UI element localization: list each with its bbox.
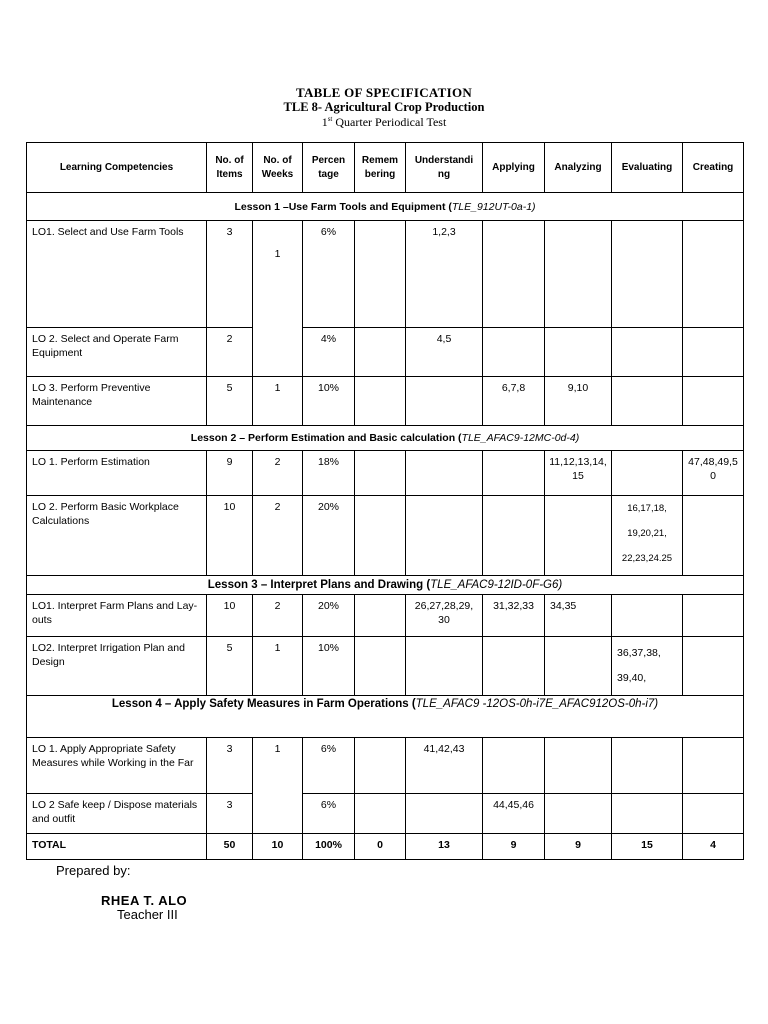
col-remembering: Remem bering bbox=[355, 143, 406, 193]
col-creating: Creating bbox=[683, 143, 744, 193]
weeks-cell: 1 bbox=[253, 377, 303, 426]
lesson-1-header bbox=[27, 193, 744, 221]
competency-cell: LO1. Select and Use Farm Tools bbox=[27, 221, 207, 328]
quarter-text: Quarter Periodical Test bbox=[332, 115, 447, 129]
analyzing-cell: 34,35 bbox=[545, 595, 612, 637]
remembering-cell bbox=[355, 637, 406, 696]
understanding-cell bbox=[406, 377, 483, 426]
creating-cell bbox=[683, 496, 744, 576]
evaluating-cell bbox=[612, 377, 683, 426]
table-row bbox=[27, 451, 744, 496]
percentage-cell: 10% bbox=[303, 377, 355, 426]
analyzing-cell bbox=[545, 738, 612, 794]
col-analyzing: Analyzing bbox=[545, 143, 612, 193]
items-cell: 10 bbox=[207, 595, 253, 637]
header-row bbox=[27, 143, 744, 193]
creating-cell bbox=[683, 595, 744, 637]
understanding-cell bbox=[406, 496, 483, 576]
quarter-number: 1 bbox=[321, 115, 328, 129]
items-cell: 5 bbox=[207, 637, 253, 696]
understanding-cell bbox=[406, 451, 483, 496]
remembering-cell bbox=[355, 328, 406, 377]
table-row bbox=[27, 794, 744, 834]
applying-cell bbox=[483, 738, 545, 794]
lesson-title: Lesson 4 – Apply Safety Measures in Farm Operations ( bbox=[111, 698, 416, 710]
evaluating-cell bbox=[612, 595, 683, 637]
percentage-cell: 18% bbox=[303, 451, 355, 496]
quarter-suffix: st bbox=[327, 115, 333, 123]
applying-cell bbox=[483, 221, 545, 328]
evaluating-cell bbox=[612, 794, 683, 834]
analyzing-cell bbox=[545, 221, 612, 328]
weeks-cell: 1 bbox=[253, 637, 303, 696]
lesson-4-header bbox=[27, 696, 744, 738]
items-cell: 10 bbox=[207, 496, 253, 576]
percentage-cell: 20% bbox=[303, 496, 355, 576]
total-row bbox=[27, 834, 744, 860]
total-items: 50 bbox=[207, 834, 253, 860]
competency-cell: LO 1. Apply Appropriate Safety Measures while Working in the Far bbox=[27, 738, 207, 794]
weeks-cell: 1 bbox=[253, 738, 303, 834]
analyzing-cell bbox=[545, 496, 612, 576]
evaluating-cell: 36,37,38, 39,40, bbox=[612, 637, 683, 696]
lesson-2-header bbox=[27, 426, 744, 451]
remembering-cell bbox=[355, 496, 406, 576]
competency-cell: LO 2 Safe keep / Dispose materials and outfit bbox=[27, 794, 207, 834]
lesson-title: Lesson 3 – Interpret Plans and Drawing ( bbox=[207, 579, 431, 591]
understanding-cell: 1,2,3 bbox=[406, 221, 483, 328]
percentage-cell: 6% bbox=[303, 221, 355, 328]
total-understanding: 13 bbox=[406, 834, 483, 860]
creating-cell bbox=[683, 221, 744, 328]
percentage-cell: 10% bbox=[303, 637, 355, 696]
creating-cell bbox=[683, 794, 744, 834]
col-percentage: Percen tage bbox=[303, 143, 355, 193]
lesson-3-header bbox=[27, 576, 744, 595]
remembering-cell bbox=[355, 794, 406, 834]
competency-cell: LO1. Interpret Farm Plans and Lay-outs bbox=[27, 595, 207, 637]
remembering-cell bbox=[355, 738, 406, 794]
weeks-value: 1 bbox=[274, 248, 281, 260]
table-row bbox=[27, 221, 744, 328]
remembering-cell bbox=[355, 595, 406, 637]
creating-cell bbox=[683, 328, 744, 377]
lesson-code: TLE_AFAC9-12ID-0F-G6) bbox=[430, 579, 563, 591]
evaluating-cell: 16,17,18, 19,20,21, 22,23,24.25 bbox=[612, 496, 683, 576]
specification-table bbox=[26, 142, 744, 860]
total-percentage: 100% bbox=[303, 834, 355, 860]
col-no-of-weeks: No. of Weeks bbox=[253, 143, 303, 193]
applying-cell: 6,7,8 bbox=[483, 377, 545, 426]
competency-cell: LO 3. Perform Preventive Maintenance bbox=[27, 377, 207, 426]
understanding-cell: 4,5 bbox=[406, 328, 483, 377]
col-applying: Applying bbox=[483, 143, 545, 193]
col-understanding: Understandi ng bbox=[406, 143, 483, 193]
table-row bbox=[27, 637, 744, 696]
understanding-cell: 41,42,43 bbox=[406, 738, 483, 794]
weeks-cell: 2 bbox=[253, 496, 303, 576]
items-cell: 3 bbox=[207, 794, 253, 834]
applying-cell: 31,32,33 bbox=[483, 595, 545, 637]
total-label: TOTAL bbox=[27, 834, 207, 860]
table-row bbox=[27, 496, 744, 576]
applying-cell bbox=[483, 637, 545, 696]
percentage-cell: 6% bbox=[303, 738, 355, 794]
lesson-code: TLE_AFAC9 -12OS-0h-i7E_AFAC912OS-0h-i7) bbox=[415, 698, 659, 710]
items-cell: 3 bbox=[207, 221, 253, 328]
evaluating-cell bbox=[612, 451, 683, 496]
lesson-title: Lesson 1 –Use Farm Tools and Equipment ( bbox=[234, 200, 452, 213]
weeks-cell bbox=[253, 221, 303, 377]
lesson-code: TLE_912UT-0a-1) bbox=[451, 200, 536, 213]
weeks-cell: 2 bbox=[253, 595, 303, 637]
applying-cell: 44,45,46 bbox=[483, 794, 545, 834]
table-row bbox=[27, 377, 744, 426]
preparer-position: Teacher III bbox=[117, 907, 178, 922]
creating-cell: 47,48,49,50 bbox=[683, 451, 744, 496]
lesson-code: TLE_AFAC9-12MC-0d-4) bbox=[461, 432, 580, 444]
table-row bbox=[27, 328, 744, 377]
col-no-of-items: No. of Items bbox=[207, 143, 253, 193]
preparer-name: RHEA T. ALO bbox=[101, 893, 188, 908]
table-row bbox=[27, 738, 744, 794]
remembering-cell bbox=[355, 221, 406, 328]
evaluating-cell bbox=[612, 328, 683, 377]
total-analyzing: 9 bbox=[545, 834, 612, 860]
analyzing-cell: 11,12,13,14,15 bbox=[545, 451, 612, 496]
lesson-title: Lesson 2 – Perform Estimation and Basic calculation ( bbox=[190, 432, 462, 444]
applying-cell bbox=[483, 451, 545, 496]
understanding-cell bbox=[406, 794, 483, 834]
total-weeks: 10 bbox=[253, 834, 303, 860]
creating-cell bbox=[683, 738, 744, 794]
competency-cell: LO 2. Perform Basic Workplace Calculations bbox=[27, 496, 207, 576]
table-row bbox=[27, 595, 744, 637]
percentage-cell: 20% bbox=[303, 595, 355, 637]
items-cell: 5 bbox=[207, 377, 253, 426]
creating-cell bbox=[683, 377, 744, 426]
items-cell: 9 bbox=[207, 451, 253, 496]
col-evaluating: Evaluating bbox=[612, 143, 683, 193]
total-evaluating: 15 bbox=[612, 834, 683, 860]
understanding-cell bbox=[406, 637, 483, 696]
percentage-cell: 6% bbox=[303, 794, 355, 834]
weeks-cell: 2 bbox=[253, 451, 303, 496]
applying-cell bbox=[483, 328, 545, 377]
document-title: TABLE OF SPECIFICATION bbox=[295, 85, 473, 100]
total-applying: 9 bbox=[483, 834, 545, 860]
document-quarter bbox=[0, 115, 768, 130]
analyzing-cell bbox=[545, 637, 612, 696]
prepared-by-label: Prepared by: bbox=[56, 863, 131, 878]
total-remembering: 0 bbox=[355, 834, 406, 860]
understanding-cell: 26,27,28,29, 30 bbox=[406, 595, 483, 637]
competency-cell: LO 2. Select and Operate Farm Equipment bbox=[27, 328, 207, 377]
total-creating: 4 bbox=[683, 834, 744, 860]
items-cell: 3 bbox=[207, 738, 253, 794]
items-cell: 2 bbox=[207, 328, 253, 377]
analyzing-cell bbox=[545, 794, 612, 834]
percentage-cell: 4% bbox=[303, 328, 355, 377]
creating-cell bbox=[683, 637, 744, 696]
competency-cell: LO 1. Perform Estimation bbox=[27, 451, 207, 496]
remembering-cell bbox=[355, 377, 406, 426]
evaluating-cell bbox=[612, 738, 683, 794]
col-learning-competencies: Learning Competencies bbox=[27, 143, 207, 193]
applying-cell bbox=[483, 496, 545, 576]
competency-cell: LO2. Interpret Irrigation Plan and Design bbox=[27, 637, 207, 696]
remembering-cell bbox=[355, 451, 406, 496]
evaluating-cell bbox=[612, 221, 683, 328]
document-subtitle: TLE 8- Agricultural Crop Production bbox=[283, 100, 485, 114]
analyzing-cell: 9,10 bbox=[545, 377, 612, 426]
analyzing-cell bbox=[545, 328, 612, 377]
